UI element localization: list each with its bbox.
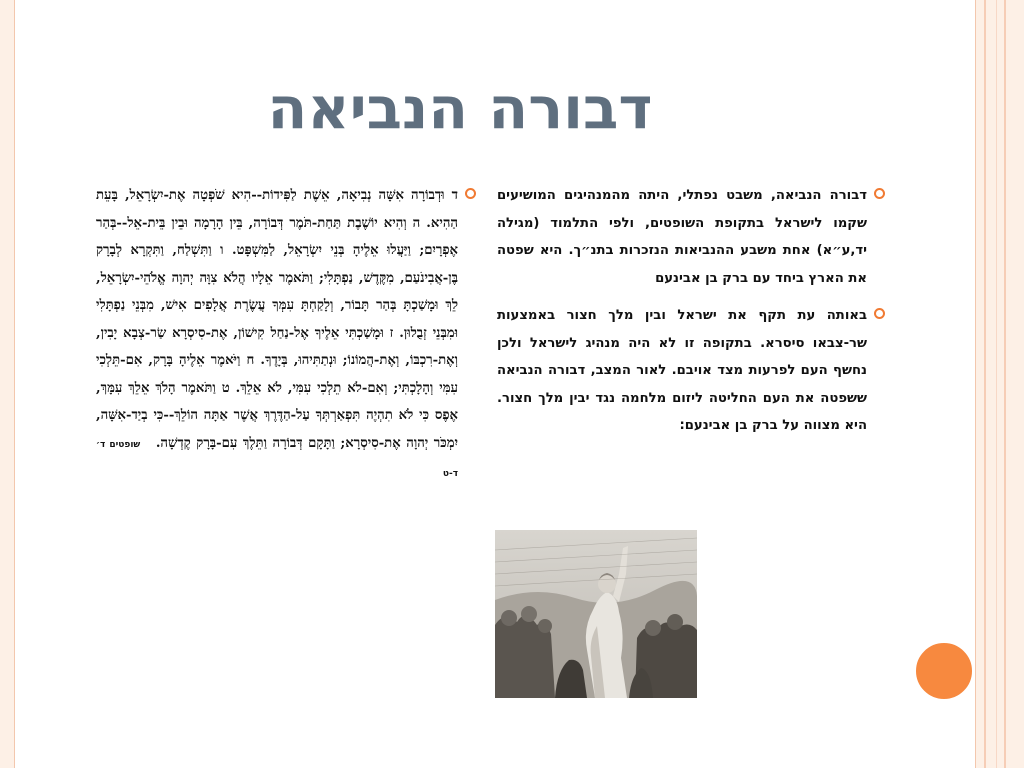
decorative-line (996, 0, 997, 768)
bullet-item (497, 302, 885, 440)
decorative-line (984, 0, 986, 768)
deborah-engraving-image (495, 530, 697, 698)
verse-source: שופטים ד׳ ד-ט (96, 439, 458, 479)
slide-title: דבורה הנביאה (267, 74, 653, 142)
verse-text: ד וּדְבוֹרָה אִשָּׁה נְבִיאָה, אֵשֶׁת לַפִּידוֹת--הִיא שֹׁפְטָה אֶת-יִשְׂרָאֵל, בָּעֵת הַהִיא. ה וְהִיא יוֹשֶׁבֶת תַּחַת-תֹּמֶר דְּבוֹרָה, בֵּין הָרָמָה וּבֵין בֵּית-אֵל--בְּהַר אֶפְרָיִם; וַיַּעֲלוּ אֵלֶיהָ בְּנֵי יִשְׂרָאֵל, לַמִּשְׁפָּט. ו וַתִּשְׁלַח, וַתִּקְרָא לְבָרָק בֶּן-אֲבִינֹעַם, מִקֶּדֶשׁ, נַפְתָּלִי; וַתֹּאמֶר אֵלָיו הֲלֹא צִוָּה יְהוָה אֱלֹהֵי-יִשְׂרָאֵל, לֵךְ וּמָשַׁכְתָּ בְּהַר תָּבוֹר, וְלָקַחְתָּ עִמְּךָ עֲשֶׂרֶת אֲלָפִים אִישׁ, מִבְּנֵי נַפְתָּלִי וּמִבְּנֵי זְבֻלוּן. ז וּמָשַׁכְתִּי אֵלֶיךָ אֶל-נַחַל קִישׁוֹן, אֶת-סִיסְרָא שַׂר-צְבָא יָבִין, וְאֶת-רִכְבּוֹ, וְאֶת-הֲמוֹנוֹ; וּנְתַתִּיהוּ, בְּיָדֶךָ. ח וַיֹּאמֶר אֵלֶיהָ בָּרָק, אִם-תֵּלְכִי עִמִּי וְהָלָכְתִּי; וְאִם-לֹא תֵלְכִי עִמִּי, לֹא אֵלֵךְ. ט וַתֹּאמֶר הָלֹךְ אֵלֵךְ עִמָּךְ, אֶפֶס כִּי לֹא תִהְיֶה תִּפְאַרְתְּךָ עַל-הַדֶּרֶךְ אֲשֶׁר אַתָּה הוֹלֵךְ--כִּי בְיַד-אִשָּׁה, יִמְכֹּר יְהוָה אֶת-סִיסְרָא; וַתָּקָם דְּבוֹרָה וַתֵּלֶךְ עִם-בָּרָק קֶדְשָׁה. (96, 188, 458, 451)
bullet-circle-icon (874, 188, 885, 199)
verse-item (96, 182, 476, 489)
bullet-circle-icon (874, 308, 885, 319)
bullet-item (497, 182, 885, 292)
left-verse-column (96, 182, 476, 499)
decorative-orange-circle (913, 640, 975, 702)
bullet-text: באותה עת תקף את ישראל ובין מלך חצור באמצעות שר-צבאו סיסרא. בתקופה זו לא היה מנהיג לישראל ולכן נחשף העם לפרעות מצד אויבם. לאור המצב, דבורה הנביאה ששפטה את העם החליטה ליזום מלחמה נגד יבין מלך חצור. היא מצווה על ברק בן אבינעם: (497, 308, 867, 433)
bullet-text: דבורה הנביאה, משבט נפתלי, היתה מהמנהיגים המושיעים שקמו לישראל בתקופת השופטים, ולפי התלמוד (מגילה יד,ע״א) אחת משבע ההנביאות הנזכרות בתנ״ך. היא שפטה את הארץ ביחד עם ברק בן אבינעם (497, 188, 867, 286)
right-text-column (497, 182, 885, 450)
decorative-line (1004, 0, 1006, 768)
bullet-circle-icon (465, 188, 476, 199)
verse-block (96, 182, 458, 489)
